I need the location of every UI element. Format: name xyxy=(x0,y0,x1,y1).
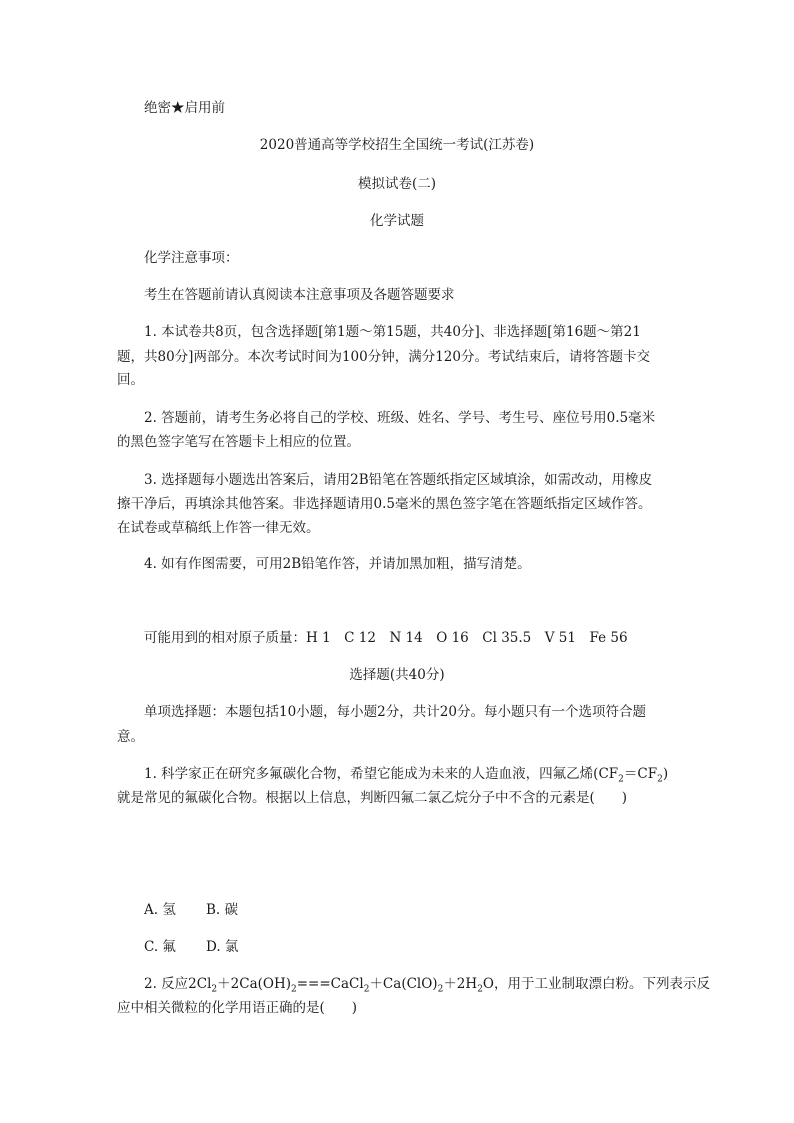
option-a: A. 氢 xyxy=(144,902,176,918)
section-title: 选择题(共40分) xyxy=(349,667,445,683)
notice-item-3-line-1: 3. 选择题每小题选出答案后，请用2B铅笔在答题纸指定区域填涂，如需改动，用橡皮 xyxy=(144,472,653,488)
notice-item-3-line-2: 擦干净后，再填涂其他答案。非选择题请用0.5毫米的黑色签字笔在答题纸指定区域作答。 xyxy=(117,496,652,512)
notice-item-2-line-1: 2. 答题前，请考生务必将自己的学校、班级、姓名、学号、考生号、座位号用0.5毫米 xyxy=(144,410,656,426)
option-c: C. 氟 xyxy=(144,939,176,955)
question-2-line-2: 应中相关微粒的化学用语正确的是( ) xyxy=(117,1000,358,1016)
exam-title: 2020普通高等学校招生全国统一考试(江苏卷) xyxy=(259,137,535,153)
notice-item-4-line-1: 4. 如有作图需要，可用2B铅笔作答，并请加黑加粗，描写清楚。 xyxy=(144,556,531,572)
confidential-mark: 绝密★启用前 xyxy=(144,100,225,116)
notice-intro: 考生在答题前请认真阅读本注意事项及各题答题要求 xyxy=(144,287,455,303)
notice-item-1-line-3: 回。 xyxy=(117,372,144,388)
section-instruction-line-2: 意。 xyxy=(117,729,144,745)
question-2-line-1: 2. 反应$2Cl_2+2Ca(OH)_2===CaCl_2+Ca(ClO)_2+2H_2O$，用于工业制取漂白粉。下列表示反 xyxy=(144,976,710,995)
option-b: B. 碳 xyxy=(206,902,239,918)
paper-title: 模拟试卷(二) xyxy=(357,176,437,192)
notice-item-1-line-2: 题，共80分]两部分。本次考试时间为100分钟，满分120分。考试结束后，请将答题卡交 xyxy=(117,349,650,365)
atomic-masses: 可能用到的相对原子质量：H 1 C 12 N 14 O 16 Cl 35.5 V 51 Fe 56 xyxy=(144,630,628,646)
section-instruction-line-1: 单项选择题：本题包括10小题，每小题2分，共计20分。每小题只有一个选项符合题 xyxy=(144,704,646,720)
question-1-options-row-1 xyxy=(144,900,238,920)
question-1-options-row-2 xyxy=(144,937,238,957)
option-d: D. 氯 xyxy=(206,939,239,955)
question-1-line-2: 就是常见的氟碳化合物。根据以上信息，判断四氟二氯乙烷分子中不含的元素是( ) xyxy=(117,790,628,806)
notice-item-3-line-3: 在试卷或草稿纸上作答一律无效。 xyxy=(117,520,320,536)
subject-title: 化学试题 xyxy=(370,213,424,229)
notice-heading: 化学注意事项： xyxy=(144,250,239,266)
question-1-line-1: 1. 科学家正在研究多氟碳化合物，希望它能成为未来的人造血液，四氟乙烯$(CF_2=CF_2)$ xyxy=(144,766,669,785)
notice-item-2-line-2: 的黑色签字笔写在答题卡上相应的位置。 xyxy=(117,434,360,450)
notice-item-1-line-1: 1. 本试卷共8页，包含选择题[第1题～第15题，共40分]、非选择题[第16题～第21 xyxy=(144,324,641,340)
